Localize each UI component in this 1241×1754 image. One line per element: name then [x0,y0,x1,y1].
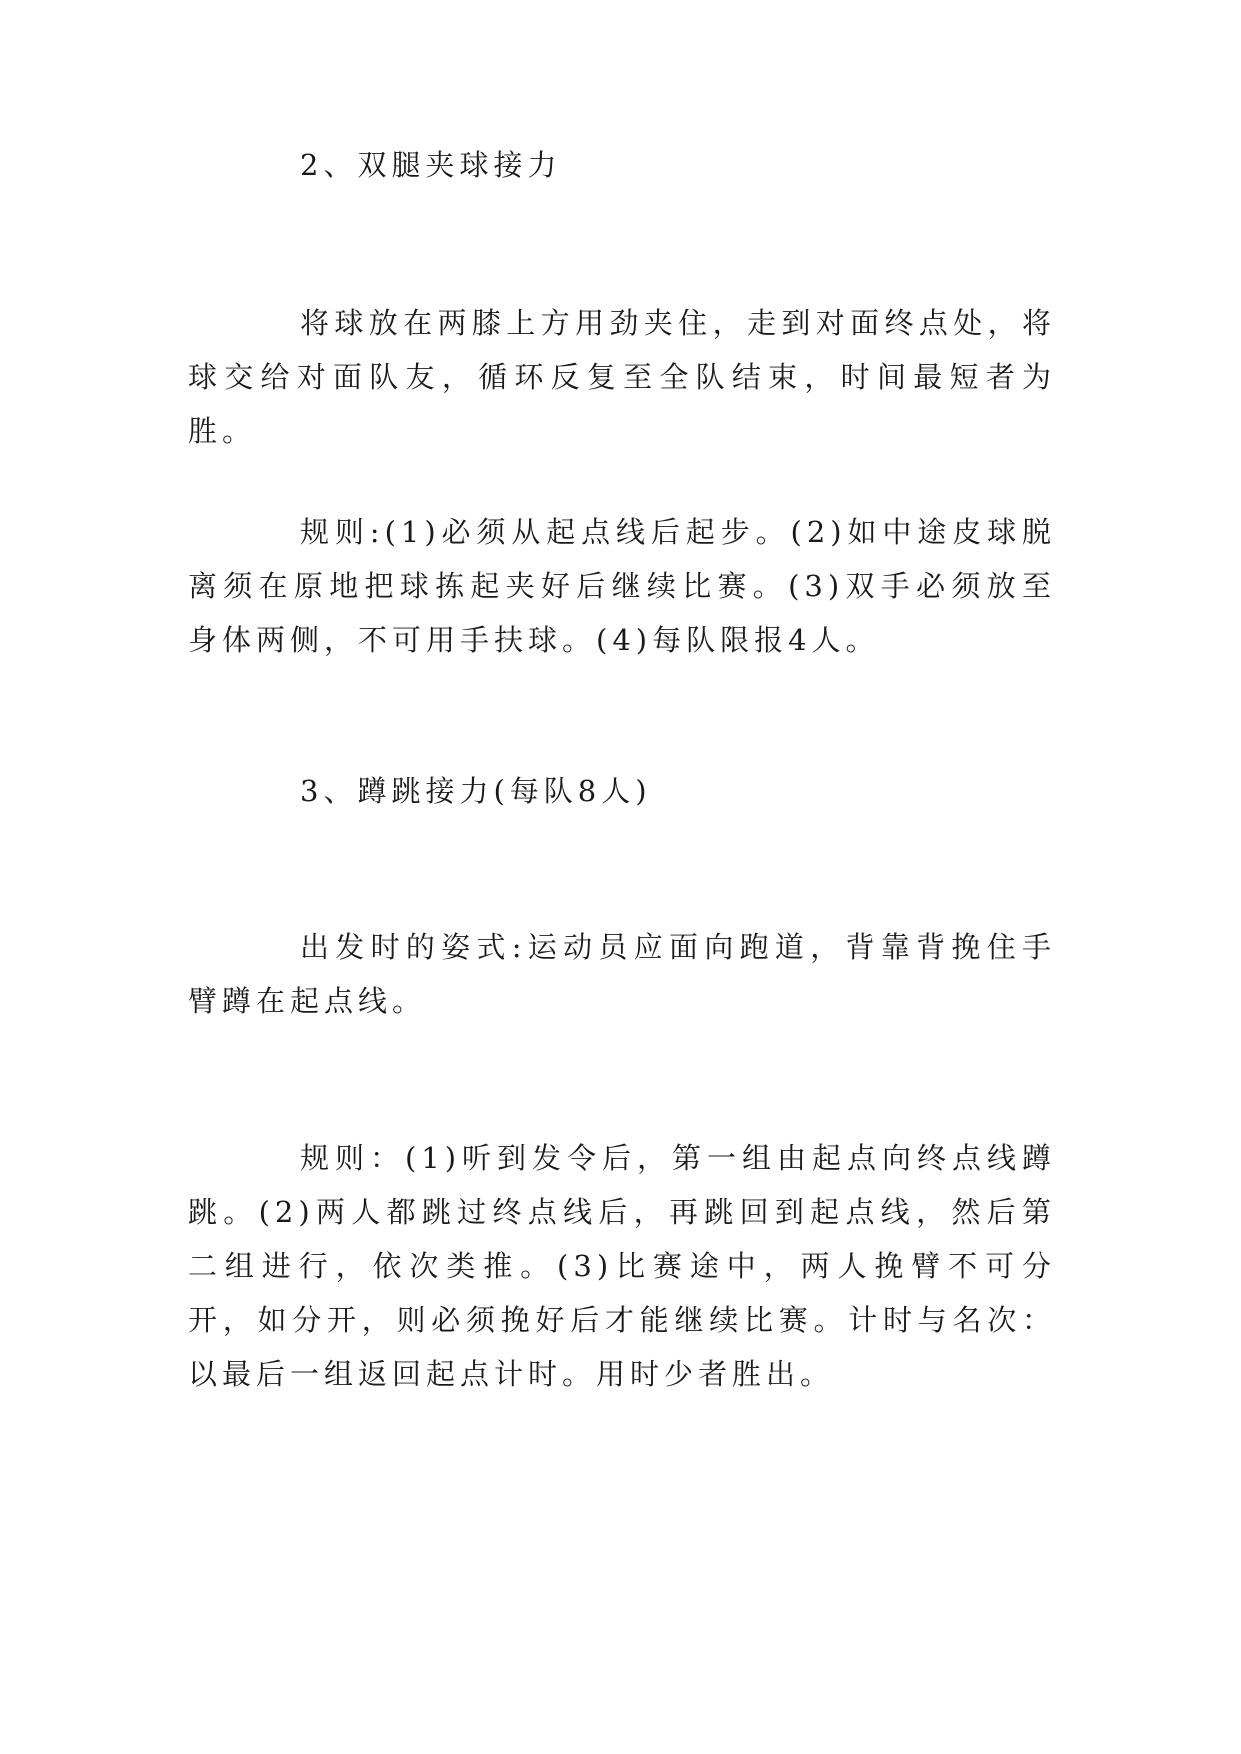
section-heading-relay-ball: 2、双腿夹球接力 [300,148,562,182]
paragraph-ball-relay-rules: 规则:(1)必须从起点线后起步。(2)如中途皮球脱离须在原地把球拣起夹好后继续比赛。(3)双手必须放至身体两侧，不可用手扶球。(4)每队限报4人。 [188,515,1056,657]
paragraph-squat-jump-rules: 规则：(1)听到发令后，第一组由起点向终点线蹲跳。(2)两人都跳过终点线后，再跳回到起点线，然后第二组进行，依次类推。(3)比赛途中，两人挽臂不可分开，如分开，则必须挽好后才能继续比赛。计时与名次：以最后一组返回起点计时。用时少者胜出。 [188,1141,1056,1391]
section-heading-squat-jump-relay: 3、蹲跳接力(每队8人) [300,774,652,808]
paragraph-ball-relay-description: 将球放在两膝上方用劲夹住，走到对面终点处，将球交给对面队友，循环反复至全队结束，时间最短者为胜。 [188,306,1056,448]
paragraph-squat-jump-start-pose: 出发时的姿式:运动员应面向跑道，背靠背挽住手臂蹲在起点线。 [188,930,1056,1018]
